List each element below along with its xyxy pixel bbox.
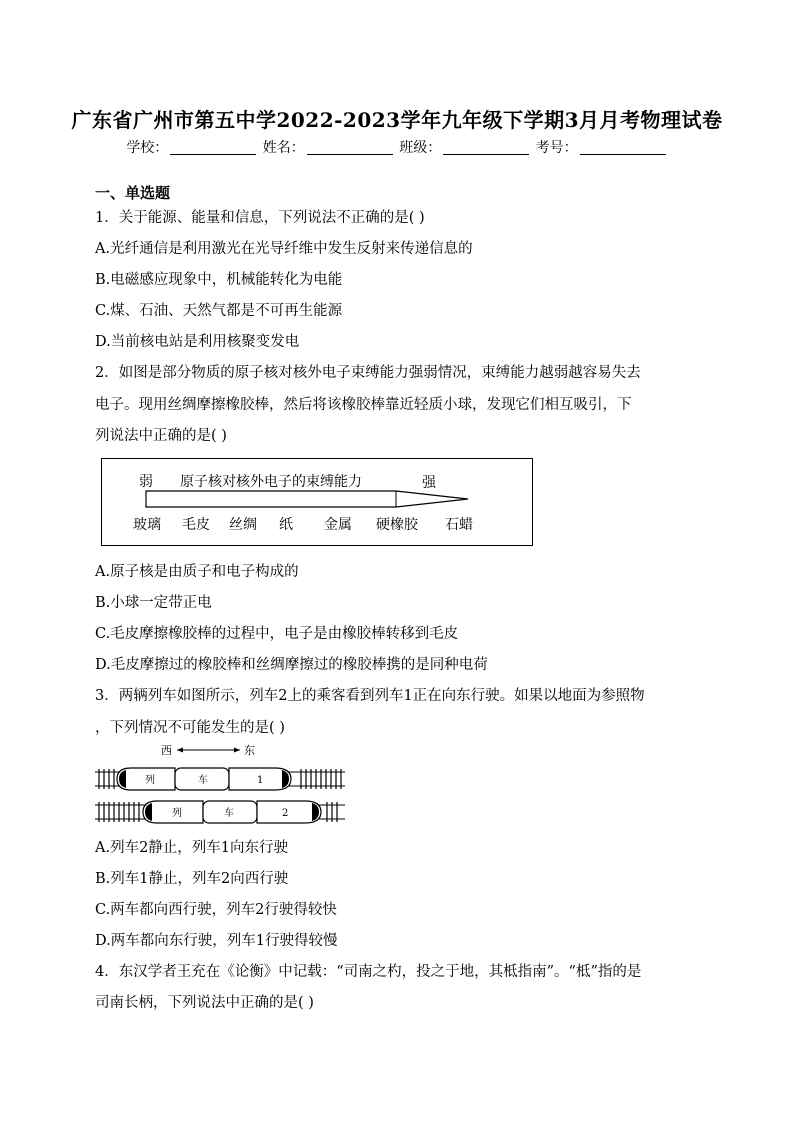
material-glass: 玻璃 — [133, 517, 161, 533]
west-arrowhead-icon — [177, 748, 183, 753]
material-fur: 毛皮 — [182, 517, 210, 533]
material-paper: 纸 — [279, 517, 293, 533]
strength-arrow — [146, 491, 468, 507]
east-arrowhead-icon — [234, 748, 240, 753]
q2-option-c: C.毛皮摩擦橡胶棒的过程中，电子是由橡胶棒转移到毛皮 — [95, 626, 459, 642]
q1-option-a: A.光纤通信是利用激光在光导纤维中发生反射来传递信息的 — [95, 241, 473, 257]
school-blank — [170, 140, 256, 155]
q3-option-b: B.列车1静止，列车2向西行驶 — [95, 871, 289, 887]
q1-option-c: C.煤、石油、天然气都是不可再生能源 — [95, 303, 343, 319]
strong-label: 强 — [422, 475, 436, 491]
weak-label: 弱 — [139, 474, 153, 490]
name-label: 姓名： — [262, 140, 305, 156]
school-label: 学校： — [126, 140, 169, 156]
q2-stem-line2: 电子。现用丝绸摩擦橡胶棒，然后将该橡胶棒靠近轻质小球，发现它们相互吸引，下 — [95, 397, 632, 413]
q3-option-c: C.两车都向西行驶，列车2行驶得较快 — [95, 902, 337, 918]
class-blank — [443, 140, 529, 155]
q3-stem-line2: ，下列情况不可能发生的是( ) — [95, 720, 285, 736]
west-label: 西 — [161, 744, 172, 757]
q1-option-d: D.当前核电站是利用核聚变发电 — [95, 334, 300, 350]
q4-stem-line1: 4．东汉学者王充在《论衡》中记载：“司南之杓，投之于地，其柢指南”。“柢”指的是 — [95, 964, 642, 980]
material-hard-rubber: 硬橡胶 — [376, 517, 418, 533]
train2-car2-label: 车 — [224, 808, 234, 819]
q3-stem-line1: 3．两辆列车如图所示，列车2上的乘客看到列车1正在向东行驶。如果以地面为参照物 — [95, 688, 645, 704]
trains-figure — [95, 742, 345, 827]
q2-option-a: A.原子核是由质子和电子构成的 — [95, 564, 299, 580]
train1-car1-label: 列 — [145, 775, 155, 786]
exam-number-blank — [580, 140, 666, 155]
east-label: 东 — [244, 744, 255, 757]
q3-option-a: A.列车2静止，列车1向东行驶 — [95, 840, 289, 856]
q1-option-b: B.电磁感应现象中，机械能转化为电能 — [95, 272, 343, 288]
train2-car3-label: 2 — [282, 808, 289, 819]
train1-car3-label: 1 — [257, 775, 264, 786]
material-silk: 丝绸 — [229, 517, 257, 533]
student-info-row — [0, 137, 794, 157]
material-metal: 金属 — [324, 517, 352, 533]
exam-number-label: 考号： — [535, 140, 578, 156]
binding-ability-figure — [101, 458, 533, 546]
q2-stem-line3: 列说法中正确的是( ) — [95, 428, 227, 444]
train2-car1-label: 列 — [172, 808, 182, 819]
q1-stem: 1．关于能源、能量和信息，下列说法不正确的是( ) — [95, 210, 425, 226]
q4-stem-line2: 司南长柄，下列说法中正确的是( ) — [95, 995, 314, 1011]
q3-option-d: D.两车都向东行驶，列车1行驶得较慢 — [95, 933, 338, 949]
exam-title: 广东省广州市第五中学2022-2023学年九年级下学期3月月考物理试卷 — [71, 108, 723, 132]
material-paraffin: 石蜡 — [445, 517, 473, 533]
q2-stem-line1: 2．如图是部分物质的原子核对核外电子束缚能力强弱情况，束缚能力越弱越容易失去 — [95, 365, 641, 381]
q2-option-b: B.小球一定带正电 — [95, 595, 212, 611]
figure-caption: 原子核对核外电子的束缚能力 — [180, 474, 362, 490]
name-blank — [307, 140, 393, 155]
class-label: 班级： — [399, 140, 442, 156]
q2-option-d: D.毛皮摩擦过的橡胶棒和丝绸摩擦过的橡胶棒携的是同种电荷 — [95, 657, 488, 673]
section-heading: 一、单选题 — [95, 184, 171, 202]
train1-car2-label: 车 — [198, 775, 208, 786]
